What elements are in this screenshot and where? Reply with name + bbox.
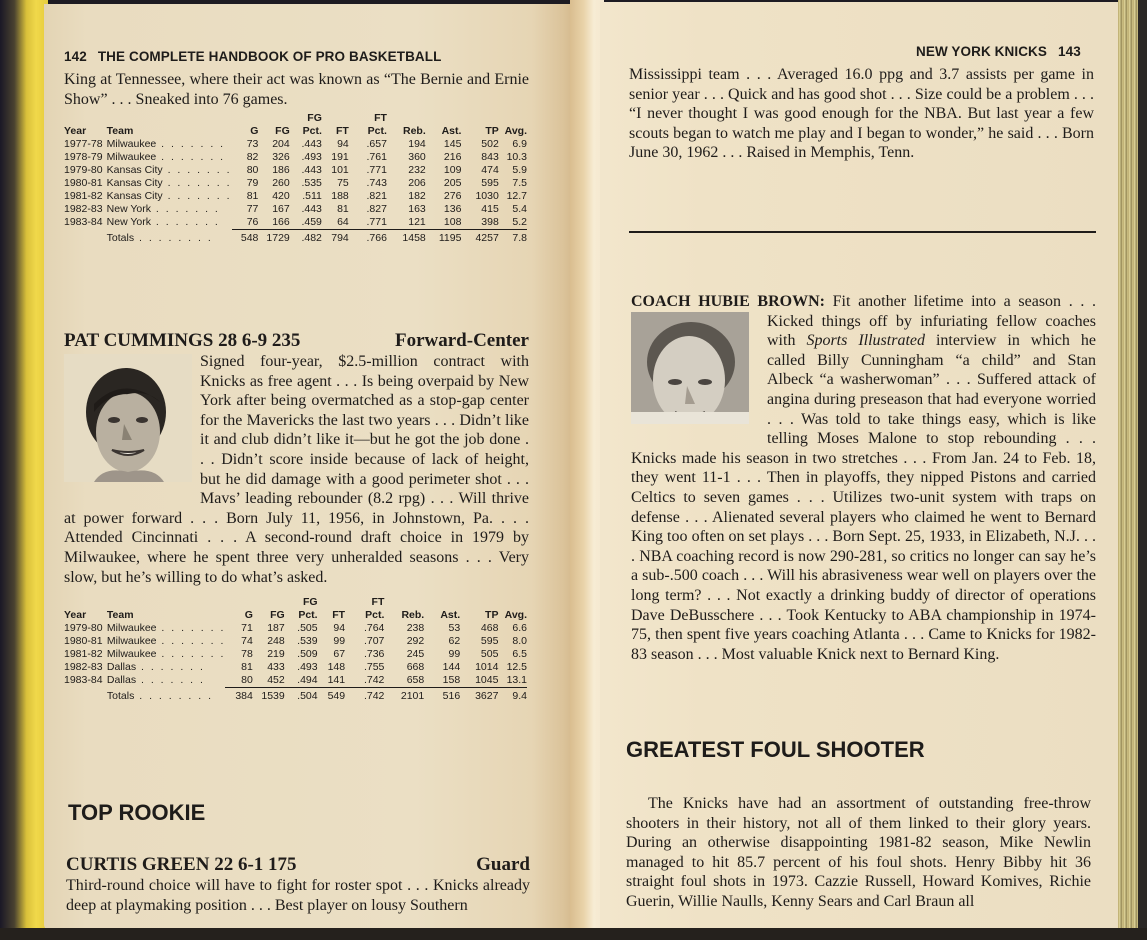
cell-team xyxy=(107,648,225,661)
header-ast: Ast. xyxy=(440,609,461,621)
leader-dots: . . . . . . . xyxy=(136,674,205,687)
header-top-ast xyxy=(424,596,460,609)
cell-total-ast: 1195 xyxy=(438,232,462,244)
cell-total-fgpct: .482 xyxy=(301,232,322,244)
cell-tp: 415 xyxy=(481,203,499,215)
header-spacer xyxy=(107,596,225,609)
header-top-ft xyxy=(318,596,346,609)
header-spacer xyxy=(64,112,107,125)
foul-shooter-text xyxy=(626,794,1091,912)
cell-fgpct: .459 xyxy=(290,216,322,230)
coach-bio xyxy=(631,292,1096,664)
team-name: Dallas xyxy=(106,661,137,673)
section-heading-foul-shooter: GREATEST FOUL SHOOTER xyxy=(626,737,925,762)
cell-fgpct: .493 xyxy=(297,661,318,673)
cell-g: 80 xyxy=(225,674,253,688)
cell-year: 1982-83 xyxy=(64,661,103,673)
header-top-avg xyxy=(498,596,527,609)
cell-team xyxy=(107,138,232,151)
cell-team xyxy=(107,622,225,635)
cell-ft: 191 xyxy=(331,151,349,163)
cell-total-reb: 1458 xyxy=(402,232,426,244)
leader-dots: . . . . . . . . xyxy=(134,231,213,244)
stats-table-king xyxy=(64,112,527,245)
cell-total-reb: 2101 xyxy=(400,690,425,702)
cell-ft: 81 xyxy=(337,203,349,215)
cell-reb: 292 xyxy=(406,635,425,647)
stats-row xyxy=(64,138,527,151)
cell-total-tp: 3627 xyxy=(475,690,499,702)
running-head-title: THE COMPLETE HANDBOOK OF PRO BASKETBALL xyxy=(97,49,442,64)
cell-total-ast: 516 xyxy=(442,690,461,702)
cell-ftpct: .743 xyxy=(366,177,387,189)
section-heading-top-rookie: TOP ROOKIE xyxy=(68,800,206,825)
coach-label: COACH HUBIE BROWN: xyxy=(631,293,825,310)
cell-total-fg: 1729 xyxy=(266,232,290,244)
cell-reb: 238 xyxy=(406,622,425,634)
leader-dots: . . . . . . . xyxy=(162,164,232,176)
cell-g: 78 xyxy=(241,648,253,660)
cell-tp: 843 xyxy=(481,151,499,163)
green-bio-text: Third-round choice will have to fight for roster spot . . . Knicks already deep at playmaking position . . . Best player on lousy Southern xyxy=(66,877,530,914)
cell-total-ftpct: .766 xyxy=(366,232,387,244)
player-name-line: PAT CUMMINGS 28 6-9 235 xyxy=(64,330,301,351)
cell-tp: 502 xyxy=(481,138,499,150)
cell-ftpct: .657 xyxy=(366,138,387,150)
cell-team xyxy=(107,661,225,674)
cell-reb: 163 xyxy=(408,203,426,215)
header-team: Team xyxy=(106,609,134,621)
team-name: Kansas City xyxy=(106,190,163,202)
page-number: 142 xyxy=(64,49,87,64)
cell-total-g: 548 xyxy=(240,232,259,244)
cell-reb: 245 xyxy=(406,648,425,660)
cell-ast: 216 xyxy=(443,151,462,163)
magazine-title: Sports Illustrated xyxy=(806,332,925,350)
cell-fg: 433 xyxy=(267,661,285,673)
cell-fgpct: .493 xyxy=(301,151,322,163)
cell-tp: 468 xyxy=(480,622,499,634)
team-name: Milwaukee xyxy=(106,622,157,634)
cell-ftpct: .771 xyxy=(349,216,387,230)
cell-reb: 360 xyxy=(408,151,426,163)
header-year: Year xyxy=(64,609,87,621)
leader-dots: . . . . . . . . xyxy=(134,689,214,702)
cell-team xyxy=(107,635,225,648)
team-name: Kansas City xyxy=(106,177,163,189)
stats-row xyxy=(64,190,527,203)
cell-g: 73 xyxy=(246,138,259,150)
player-position: Guard xyxy=(476,854,530,875)
cell-avg: 12.7 xyxy=(506,190,527,202)
coach-photo xyxy=(631,312,749,424)
cell-ft: 148 xyxy=(327,661,346,673)
header-team: Team xyxy=(106,125,134,137)
cell-fg: 260 xyxy=(272,177,290,189)
book-edge-right xyxy=(1118,0,1147,940)
team-name: Milwaukee xyxy=(106,138,157,150)
player-heading-cummings xyxy=(64,330,529,352)
cell-reb: 206 xyxy=(408,177,426,189)
cell-ft: 141 xyxy=(318,674,346,688)
cell-avg: 6.6 xyxy=(512,622,527,634)
header-top-fgpct: FG xyxy=(303,596,318,608)
stats-header xyxy=(64,609,527,622)
header-top-tp xyxy=(461,112,498,125)
header-top-avg xyxy=(499,112,527,125)
cell-totals-label xyxy=(107,688,225,704)
cell-reb: 182 xyxy=(408,190,426,202)
header-ft: FT xyxy=(332,609,346,621)
cell-g: 71 xyxy=(241,622,253,634)
cell-ast: 276 xyxy=(443,190,462,202)
cell-year: 1981-82 xyxy=(64,190,103,202)
leader-dots: . . . . . . . xyxy=(162,190,232,202)
cell-fg: 204 xyxy=(272,138,290,150)
cell-avg: 6.5 xyxy=(512,648,527,660)
cell-fgpct: .494 xyxy=(285,674,318,688)
stats-header-top xyxy=(64,112,527,125)
cell-ast: 145 xyxy=(443,138,462,150)
page-number: 143 xyxy=(1058,44,1081,59)
cell-fgpct: .443 xyxy=(301,164,322,176)
stats-row xyxy=(64,203,527,216)
header-top-tp xyxy=(460,596,498,609)
intro-text xyxy=(64,70,529,109)
green-bio-continued xyxy=(629,65,1094,163)
cell-year: 1983-84 xyxy=(64,216,103,229)
photo-wrap xyxy=(64,352,200,490)
cell-g: 79 xyxy=(246,177,259,189)
header-year: Year xyxy=(64,125,87,137)
cell-ftpct: .821 xyxy=(366,190,387,202)
cell-total-ft: 549 xyxy=(327,690,346,702)
cell-ft: 99 xyxy=(333,635,346,647)
cell-tp: 1030 xyxy=(475,190,499,202)
cell-team xyxy=(107,190,232,203)
player-heading-green xyxy=(66,854,530,876)
team-name: Kansas City xyxy=(106,164,163,176)
header-fg: FG xyxy=(275,125,290,137)
player-position: Forward-Center xyxy=(394,330,529,351)
cell-fg: 167 xyxy=(272,203,290,215)
cell-g: 74 xyxy=(241,635,253,647)
cell-ast: 108 xyxy=(426,216,462,230)
green-bio-cont-text: Mississippi team . . . Averaged 16.0 ppg and 3.7 assists per game in senior year . . . Quick and has good shot . . . Size could be a problem . . . “I never thought I was good enough for the NBA. But last year a few scouts began to watch me play and I began to wonder,” he said . . . Born June 30, 1962 . . . Raised in Memphis, Tenn. xyxy=(629,66,1094,162)
coach-bio-text-b: interview in which he called Billy Cunningham “a child” and Stan Albeck “a washerwoman” . . . Suffered attack of angina during preseason that had everyone worried . . . Was told to take things easy, which is like telling Moses Malone to stop rebounding . . . Knicks made his season in two stretches . . . From Jan. 24 to Feb. 18, they went 11-1 . . . Then in playoffs, they nipped Pistons and carried Celtics to seven games . . . Utilizes two-unit system with traps on defense . . . Alienated several players who claimed he went to Bernard King too often on set plays . . . Born Sept. 25, 1933, in Elizabeth, N.J. . . . NBA coaching record is now 290-281, so critics no longer can say he’s a sub-.500 coach . . . Will his abrasiveness wear well on players over the long term? . . . Not exactly a drinking buddy of director of operations Dave DeBusschere . . . Took Kentucky to ABA championship in 1974-75, then spent five years coaching Atlanta . . . Came to Knicks for 1982-83 season . . . Most valuable Knick next to Bernard King. xyxy=(631,332,1096,663)
cell-year: 1983-84 xyxy=(64,674,103,687)
bottom-shadow xyxy=(0,928,1147,940)
cell-ft: 94 xyxy=(337,138,349,150)
cell-team xyxy=(107,164,232,177)
intro-paragraph: King at Tennessee, where their act was known as “The Bernie and Ernie Show” . . . Sneaked into 76 games. xyxy=(64,71,529,108)
team-name: Milwaukee xyxy=(106,151,157,163)
cell-year: 1978-79 xyxy=(64,151,103,163)
cell-team xyxy=(107,216,232,230)
stats-row xyxy=(64,177,527,190)
stats-table-cummings xyxy=(64,596,527,703)
cell-ftpct: .764 xyxy=(363,622,385,634)
cell-ft: 64 xyxy=(322,216,349,230)
leader-dots: . . . . . . . xyxy=(156,151,226,163)
cell-ft: 94 xyxy=(333,622,346,634)
stats-row xyxy=(64,648,527,661)
cell-total-avg: 9.4 xyxy=(512,690,527,702)
cell-ast: 136 xyxy=(443,203,462,215)
cell-reb: 194 xyxy=(408,138,426,150)
header-ft: FT xyxy=(335,125,349,137)
cell-fg: 248 xyxy=(267,635,285,647)
stats-totals-row xyxy=(64,230,527,246)
cell-ftpct: .827 xyxy=(366,203,387,215)
team-name: New York xyxy=(106,216,151,229)
cell-fgpct: .443 xyxy=(301,138,322,150)
stats-row xyxy=(64,622,527,635)
leader-dots: . . . . . . . xyxy=(151,203,220,215)
cell-fg: 187 xyxy=(267,622,285,634)
header-ftpct: Pct. xyxy=(365,609,385,621)
cell-ftpct: .742 xyxy=(345,674,384,688)
cell-avg: 5.4 xyxy=(512,203,527,215)
cummings-bio-text: Signed four-year, $2.5-million contract with Knicks as free agent . . . Is being overpaid by New York after being overmatched as a stop-gap center for the Mavericks the last two years . . . Didn’t like it and club didn’t like it—but he got the job done . . . Didn’t score inside because of lack of height, but he did damage with a good perimeter shot . . . Mavs’ leading rebounder (8.2 rpg) . . . Will thrive at power forward . . . Born July 11, 1956, in Johnstown, Pa. . . . Attended Cincinnati . . . A second-round draft choice in 1979 by Milwaukee, where he spent three very unheralded seasons . . . Very slow, but he’s willing to do what’s asked. xyxy=(64,353,529,586)
cell-tp: 398 xyxy=(461,216,498,230)
player-photo-cummings xyxy=(64,354,192,482)
header-g: G xyxy=(250,125,259,137)
cell-avg: 7.5 xyxy=(512,177,527,189)
section-divider xyxy=(629,231,1096,233)
header-g: G xyxy=(244,609,253,621)
cell-tp: 505 xyxy=(480,648,499,660)
leader-dots: . . . . . . . xyxy=(156,635,226,647)
cell-empty xyxy=(64,688,107,704)
cell-fg: 326 xyxy=(272,151,290,163)
cell-tp: 1045 xyxy=(460,674,498,688)
cell-fg: 420 xyxy=(272,190,290,202)
cell-total-avg: 7.8 xyxy=(512,232,527,244)
cell-year: 1979-80 xyxy=(64,164,103,176)
team-name: Dallas xyxy=(106,674,137,687)
cummings-bio xyxy=(64,352,529,587)
cell-g: 81 xyxy=(241,661,253,673)
totals-label: Totals xyxy=(106,689,135,702)
cell-g: 82 xyxy=(246,151,259,163)
cell-avg: 5.9 xyxy=(512,164,527,176)
green-bio-start xyxy=(66,876,530,915)
book-edge-left xyxy=(0,0,48,940)
cell-total-fgpct: .504 xyxy=(297,690,318,702)
team-name: Milwaukee xyxy=(106,648,157,660)
cell-fg: 186 xyxy=(272,164,290,176)
running-head-left xyxy=(64,49,441,64)
cell-ft: 67 xyxy=(333,648,346,660)
cell-fgpct: .505 xyxy=(297,622,318,634)
cell-ft: 101 xyxy=(331,164,349,176)
cell-ast: 53 xyxy=(448,622,461,634)
cell-g: 81 xyxy=(246,190,259,202)
team-name: Milwaukee xyxy=(106,635,157,647)
cell-g: 77 xyxy=(246,203,259,215)
header-top-ast xyxy=(426,112,462,125)
header-top-g xyxy=(232,112,259,125)
cell-fgpct: .511 xyxy=(302,190,322,202)
header-ftpct: Pct. xyxy=(367,125,387,137)
cell-ast: 144 xyxy=(442,661,461,673)
cell-team xyxy=(107,203,232,216)
header-reb: Reb. xyxy=(403,125,426,137)
header-ast: Ast. xyxy=(441,125,462,137)
cell-totals-label xyxy=(107,230,232,246)
totals-label: Totals xyxy=(106,231,135,244)
cell-ftpct: .771 xyxy=(366,164,387,176)
header-top-ftpct: FT xyxy=(374,112,387,124)
leader-dots: . . . . . . . xyxy=(156,648,226,660)
cell-total-ft: 794 xyxy=(331,232,349,244)
cell-total-tp: 4257 xyxy=(475,232,499,244)
leader-dots: . . . . . . . xyxy=(156,622,226,634)
cell-g: 76 xyxy=(232,216,259,230)
stats-row xyxy=(64,635,527,648)
cell-total-ftpct: .742 xyxy=(363,690,385,702)
stats-row xyxy=(64,164,527,177)
cell-ftpct: .736 xyxy=(363,648,385,660)
header-top-fg xyxy=(258,112,289,125)
cell-ft: 188 xyxy=(331,190,349,202)
foul-shooter-paragraph: The Knicks have had an assortment of outstanding free-throw shooters in their history, not all of them linked to their glory years. During an otherwise disappointing 1981-82 season, Mike Newlin managed to hit 85.7 percent of his foul shots. Henry Bibby hit 36 straight foul shots in 1973. Cazzie Russell, Howard Komives, Richie Guerin, Willie Naulls, Kenny Sears and Carl Braun all xyxy=(626,795,1091,910)
header-reb: Reb. xyxy=(401,609,425,621)
cell-avg: 13.1 xyxy=(498,674,527,688)
header-fg: FG xyxy=(270,609,285,621)
book-gutter xyxy=(570,0,604,935)
header-tp: TP xyxy=(485,125,499,137)
cell-reb: 232 xyxy=(408,164,426,176)
cell-fgpct: .443 xyxy=(301,203,322,215)
cell-avg: 12.5 xyxy=(506,661,527,673)
stats-row xyxy=(64,151,527,164)
header-top-fgpct: FG xyxy=(307,112,322,124)
cell-year: 1981-82 xyxy=(64,648,103,660)
cell-year: 1982-83 xyxy=(64,203,103,215)
cell-empty xyxy=(64,230,107,246)
header-avg: Avg. xyxy=(504,609,527,621)
cell-year: 1980-81 xyxy=(64,177,103,189)
header-spacer xyxy=(64,596,107,609)
cell-team xyxy=(107,177,232,190)
cell-tp: 1014 xyxy=(475,661,499,673)
cell-reb: 121 xyxy=(387,216,426,230)
stats-row xyxy=(64,661,527,674)
player-name-line: CURTIS GREEN 22 6-1 175 xyxy=(66,854,297,875)
leader-dots: . . . . . . . xyxy=(136,661,205,673)
leader-dots: . . . . . . . xyxy=(162,177,232,189)
stats-totals-row xyxy=(64,688,527,704)
cell-ft: 75 xyxy=(337,177,349,189)
header-top-g xyxy=(225,596,253,609)
cell-fgpct: .509 xyxy=(297,648,318,660)
coach-bio-text-a: Fit another lifetime into a season . . . Kicked things off by infuriating fellow coaches with xyxy=(767,293,1096,350)
cell-fg: 452 xyxy=(253,674,285,688)
header-tp: TP xyxy=(485,609,499,621)
running-head-right xyxy=(916,44,1081,59)
running-head-title: NEW YORK KNICKS xyxy=(916,44,1048,59)
cell-tp: 595 xyxy=(481,177,499,189)
cell-fg: 166 xyxy=(258,216,289,230)
cell-ast: 99 xyxy=(448,648,461,660)
header-top-reb xyxy=(387,112,426,125)
cell-ast: 109 xyxy=(443,164,462,176)
header-fgpct: Pct. xyxy=(302,125,322,137)
header-top-ft xyxy=(322,112,349,125)
leader-dots: . . . . . . . xyxy=(156,138,226,150)
cell-ftpct: .707 xyxy=(363,635,385,647)
header-fgpct: Pct. xyxy=(298,609,318,621)
cell-year: 1977-78 xyxy=(64,138,103,150)
cell-year: 1980-81 xyxy=(64,635,103,647)
cell-g: 80 xyxy=(246,164,259,176)
cell-avg: 5.2 xyxy=(499,216,527,230)
cell-total-g: 384 xyxy=(235,690,253,702)
cell-ftpct: .761 xyxy=(366,151,387,163)
header-top-fg xyxy=(253,596,285,609)
stats-header-top xyxy=(64,596,527,609)
cell-total-fg: 1539 xyxy=(261,690,285,702)
stats-row xyxy=(64,674,527,688)
cell-avg: 10.3 xyxy=(506,151,527,163)
cell-fgpct: .539 xyxy=(297,635,318,647)
cell-reb: 658 xyxy=(384,674,424,688)
cell-team xyxy=(107,151,232,164)
cell-tp: 474 xyxy=(481,164,499,176)
cell-team xyxy=(107,674,225,688)
header-top-reb xyxy=(384,596,424,609)
stats-header xyxy=(64,125,527,138)
cell-ast: 205 xyxy=(443,177,462,189)
cell-reb: 668 xyxy=(406,661,425,673)
cell-avg: 6.9 xyxy=(512,138,527,150)
cell-ast: 62 xyxy=(448,635,461,647)
cell-fg: 219 xyxy=(267,648,285,660)
cell-avg: 8.0 xyxy=(512,635,527,647)
header-spacer xyxy=(107,112,232,125)
team-name: New York xyxy=(106,203,151,215)
cell-tp: 595 xyxy=(480,635,499,647)
cell-year: 1979-80 xyxy=(64,622,103,634)
cell-fgpct: .535 xyxy=(301,177,322,189)
photo-wrap xyxy=(631,312,757,430)
stats-row xyxy=(64,216,527,230)
cell-ast: 158 xyxy=(424,674,460,688)
header-avg: Avg. xyxy=(504,125,527,137)
cell-ftpct: .755 xyxy=(363,661,385,673)
header-top-ftpct: FT xyxy=(371,596,385,608)
leader-dots: . . . . . . . xyxy=(151,216,220,229)
